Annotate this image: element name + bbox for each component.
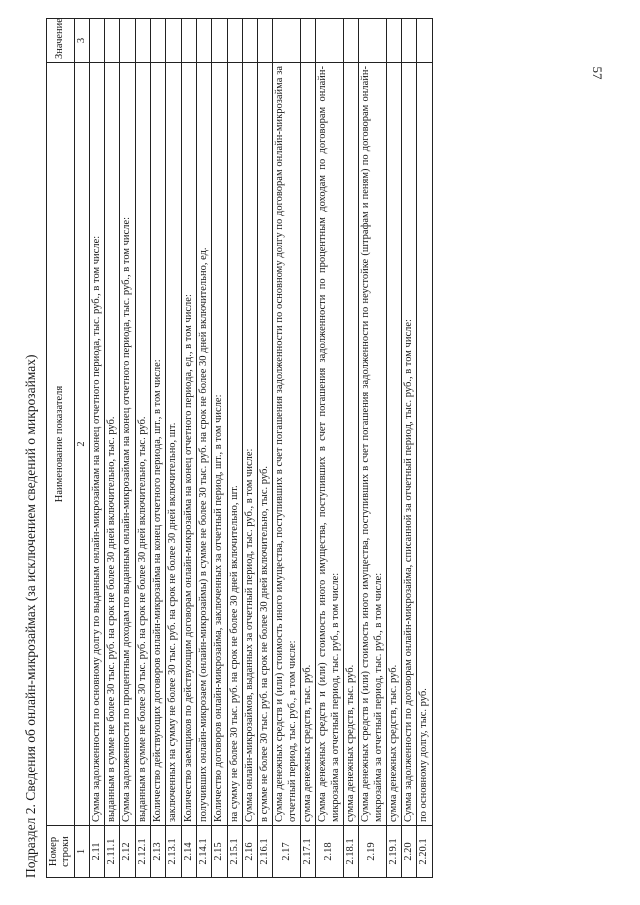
- table-row: [196, 19, 211, 878]
- indicator-name: Сумма онлайн-микрозаймов, выданных за отчетный период, тыс. руб., в том числе:: [242, 63, 257, 826]
- table-row: [135, 19, 150, 878]
- header-value: Значение: [47, 19, 75, 63]
- row-code: 2.12: [120, 826, 135, 878]
- indicator-value: [359, 19, 387, 63]
- row-code: 2.13.1: [166, 826, 181, 878]
- table-row: [89, 19, 104, 878]
- indicator-name: Сумма задолженности по процентным доходам по выданным онлайн-микрозаймам на конец отчетного периода, тыс. руб., в том числе:: [120, 63, 135, 826]
- indicator-name: выданным в сумме не более 30 тыс. руб. на срок не более 30 дней включительно, тыс. руб.: [135, 63, 150, 826]
- header-row: [47, 19, 75, 878]
- table-row: [343, 19, 358, 878]
- row-code: 2.16: [242, 826, 257, 878]
- table-row: [386, 19, 401, 878]
- indicator-name: на сумму не более 30 тыс. руб. на срок не более 30 дней включительно, шт.: [227, 63, 242, 826]
- indicator-value: [166, 19, 181, 63]
- page-number: 57: [590, 66, 605, 80]
- header-row-number: Номер строки: [47, 826, 75, 878]
- indicator-name: Количество договоров онлайн-микрозайма, заключенных за отчетный период, шт., в том числе:: [212, 63, 227, 826]
- table-row: [301, 19, 316, 878]
- indicator-value: [417, 19, 432, 63]
- indicator-value: [402, 19, 417, 63]
- indicator-value: [120, 19, 135, 63]
- indicator-name: сумма денежных средств, тыс. руб.: [386, 63, 401, 826]
- indicator-name: Сумма денежных средств и (или) стоимость иного имущества, поступивших в счет погашения задолженности по процентным доходам по договорам онлайн-микрозайма за отчетный период, тыс. руб., в том числе:: [316, 63, 344, 826]
- row-code: 2.11.1: [105, 826, 120, 878]
- indicator-value: [212, 19, 227, 63]
- table-row: [166, 19, 181, 878]
- table-row: [359, 19, 387, 878]
- indicator-value: [258, 19, 273, 63]
- indicator-value: [196, 19, 211, 63]
- indicator-value: [316, 19, 344, 63]
- row-code: 2.15: [212, 826, 227, 878]
- subsection-caption: Подраздел 2. Сведения об онлайн-микрозаймах (за исключением сведений о микрозаймах): [23, 354, 38, 878]
- table-row: [316, 19, 344, 878]
- indicator-name: Сумма задолженности по договорам онлайн-микрозайма, списанной за отчетный период, тыс. руб., в том числе:: [402, 63, 417, 826]
- indicator-value: [301, 19, 316, 63]
- row-code: 2.15.1: [227, 826, 242, 878]
- table-row: [417, 19, 432, 878]
- indicator-name: сумма денежных средств, тыс. руб.: [343, 63, 358, 826]
- indicator-name: Сумма денежных средств и (или) стоимость иного имущества, поступивших в счет погашения задолженности по неустойке (штрафам и пеням) по договорам онлайн-микрозайма за отчетный период, тыс. руб., в том числе:: [359, 63, 387, 826]
- indicator-value: [273, 19, 301, 63]
- table-row: [212, 19, 227, 878]
- table-row: [105, 19, 120, 878]
- column-number-3: 3: [74, 19, 89, 63]
- indicator-value: [135, 19, 150, 63]
- indicator-name: сумма денежных средств, тыс. руб.: [301, 63, 316, 826]
- rotated-content: [18, 18, 568, 878]
- table-row: [258, 19, 273, 878]
- indicator-name: Количество заемщиков по действующим договорам онлайн-микрозайма на конец отчетного периода, ед., в том числе:: [181, 63, 196, 826]
- row-code: 2.17: [273, 826, 301, 878]
- table-row: [181, 19, 196, 878]
- document-page: [18, 18, 568, 878]
- indicator-name: в сумме не более 30 тыс. руб. на срок не более 30 дней включительно, тыс. руб.: [258, 63, 273, 826]
- indicator-name: Сумма денежных средств и (или) стоимость иного имущества, поступивших в счет погашения задолженности по основному долгу по договорам онлайн-микрозайма за отчетный период, тыс. руб., в том числе:: [273, 63, 301, 826]
- row-code: 2.14: [181, 826, 196, 878]
- indicator-value: [227, 19, 242, 63]
- row-code: 2.20.1: [417, 826, 432, 878]
- row-code: 2.14.1: [196, 826, 211, 878]
- table-row: [402, 19, 417, 878]
- row-code: 2.20: [402, 826, 417, 878]
- header-indicator-name: Наименование показателя: [47, 63, 75, 826]
- indicator-value: [105, 19, 120, 63]
- table-row: [151, 19, 166, 878]
- row-code: 2.13: [151, 826, 166, 878]
- column-number-2: 2: [74, 63, 89, 826]
- indicator-value: [181, 19, 196, 63]
- indicators-table: [46, 18, 433, 878]
- indicator-name: выданным в сумме не более 30 тыс. руб. на срок не более 30 дней включительно, тыс. руб.: [105, 63, 120, 826]
- indicator-value: [151, 19, 166, 63]
- indicator-name: Сумма задолженности по основному долгу по выданным онлайн-микрозаймам на конец отчетного периода, тыс. руб., в том числе:: [89, 63, 104, 826]
- indicator-value: [343, 19, 358, 63]
- row-code: 2.17.1: [301, 826, 316, 878]
- indicator-name: по основному долгу, тыс. руб.: [417, 63, 432, 826]
- indicator-value: [89, 19, 104, 63]
- row-code: 2.12.1: [135, 826, 150, 878]
- column-numbers-row: [74, 19, 89, 878]
- row-code: 2.19: [359, 826, 387, 878]
- indicator-name: получивших онлайн-микрозаем (онлайн-микрозаймы) в сумме не более 30 тыс. руб. на срок не более 30 дней включительно, ед.: [196, 63, 211, 826]
- column-number-1: 1: [74, 826, 89, 878]
- table-row: [273, 19, 301, 878]
- table-row: [227, 19, 242, 878]
- indicator-value: [242, 19, 257, 63]
- table-row: [120, 19, 135, 878]
- indicator-value: [386, 19, 401, 63]
- indicator-name: заключенных на сумму не более 30 тыс. руб. на срок не более 30 дней включительно, шт.: [166, 63, 181, 826]
- row-code: 2.11: [89, 826, 104, 878]
- row-code: 2.19.1: [386, 826, 401, 878]
- table-row: [242, 19, 257, 878]
- indicator-name: Количество действующих договоров онлайн-микрозайма на конец отчетного периода, шт., в том числе:: [151, 63, 166, 826]
- row-code: 2.18: [316, 826, 344, 878]
- row-code: 2.18.1: [343, 826, 358, 878]
- row-code: 2.16.1: [258, 826, 273, 878]
